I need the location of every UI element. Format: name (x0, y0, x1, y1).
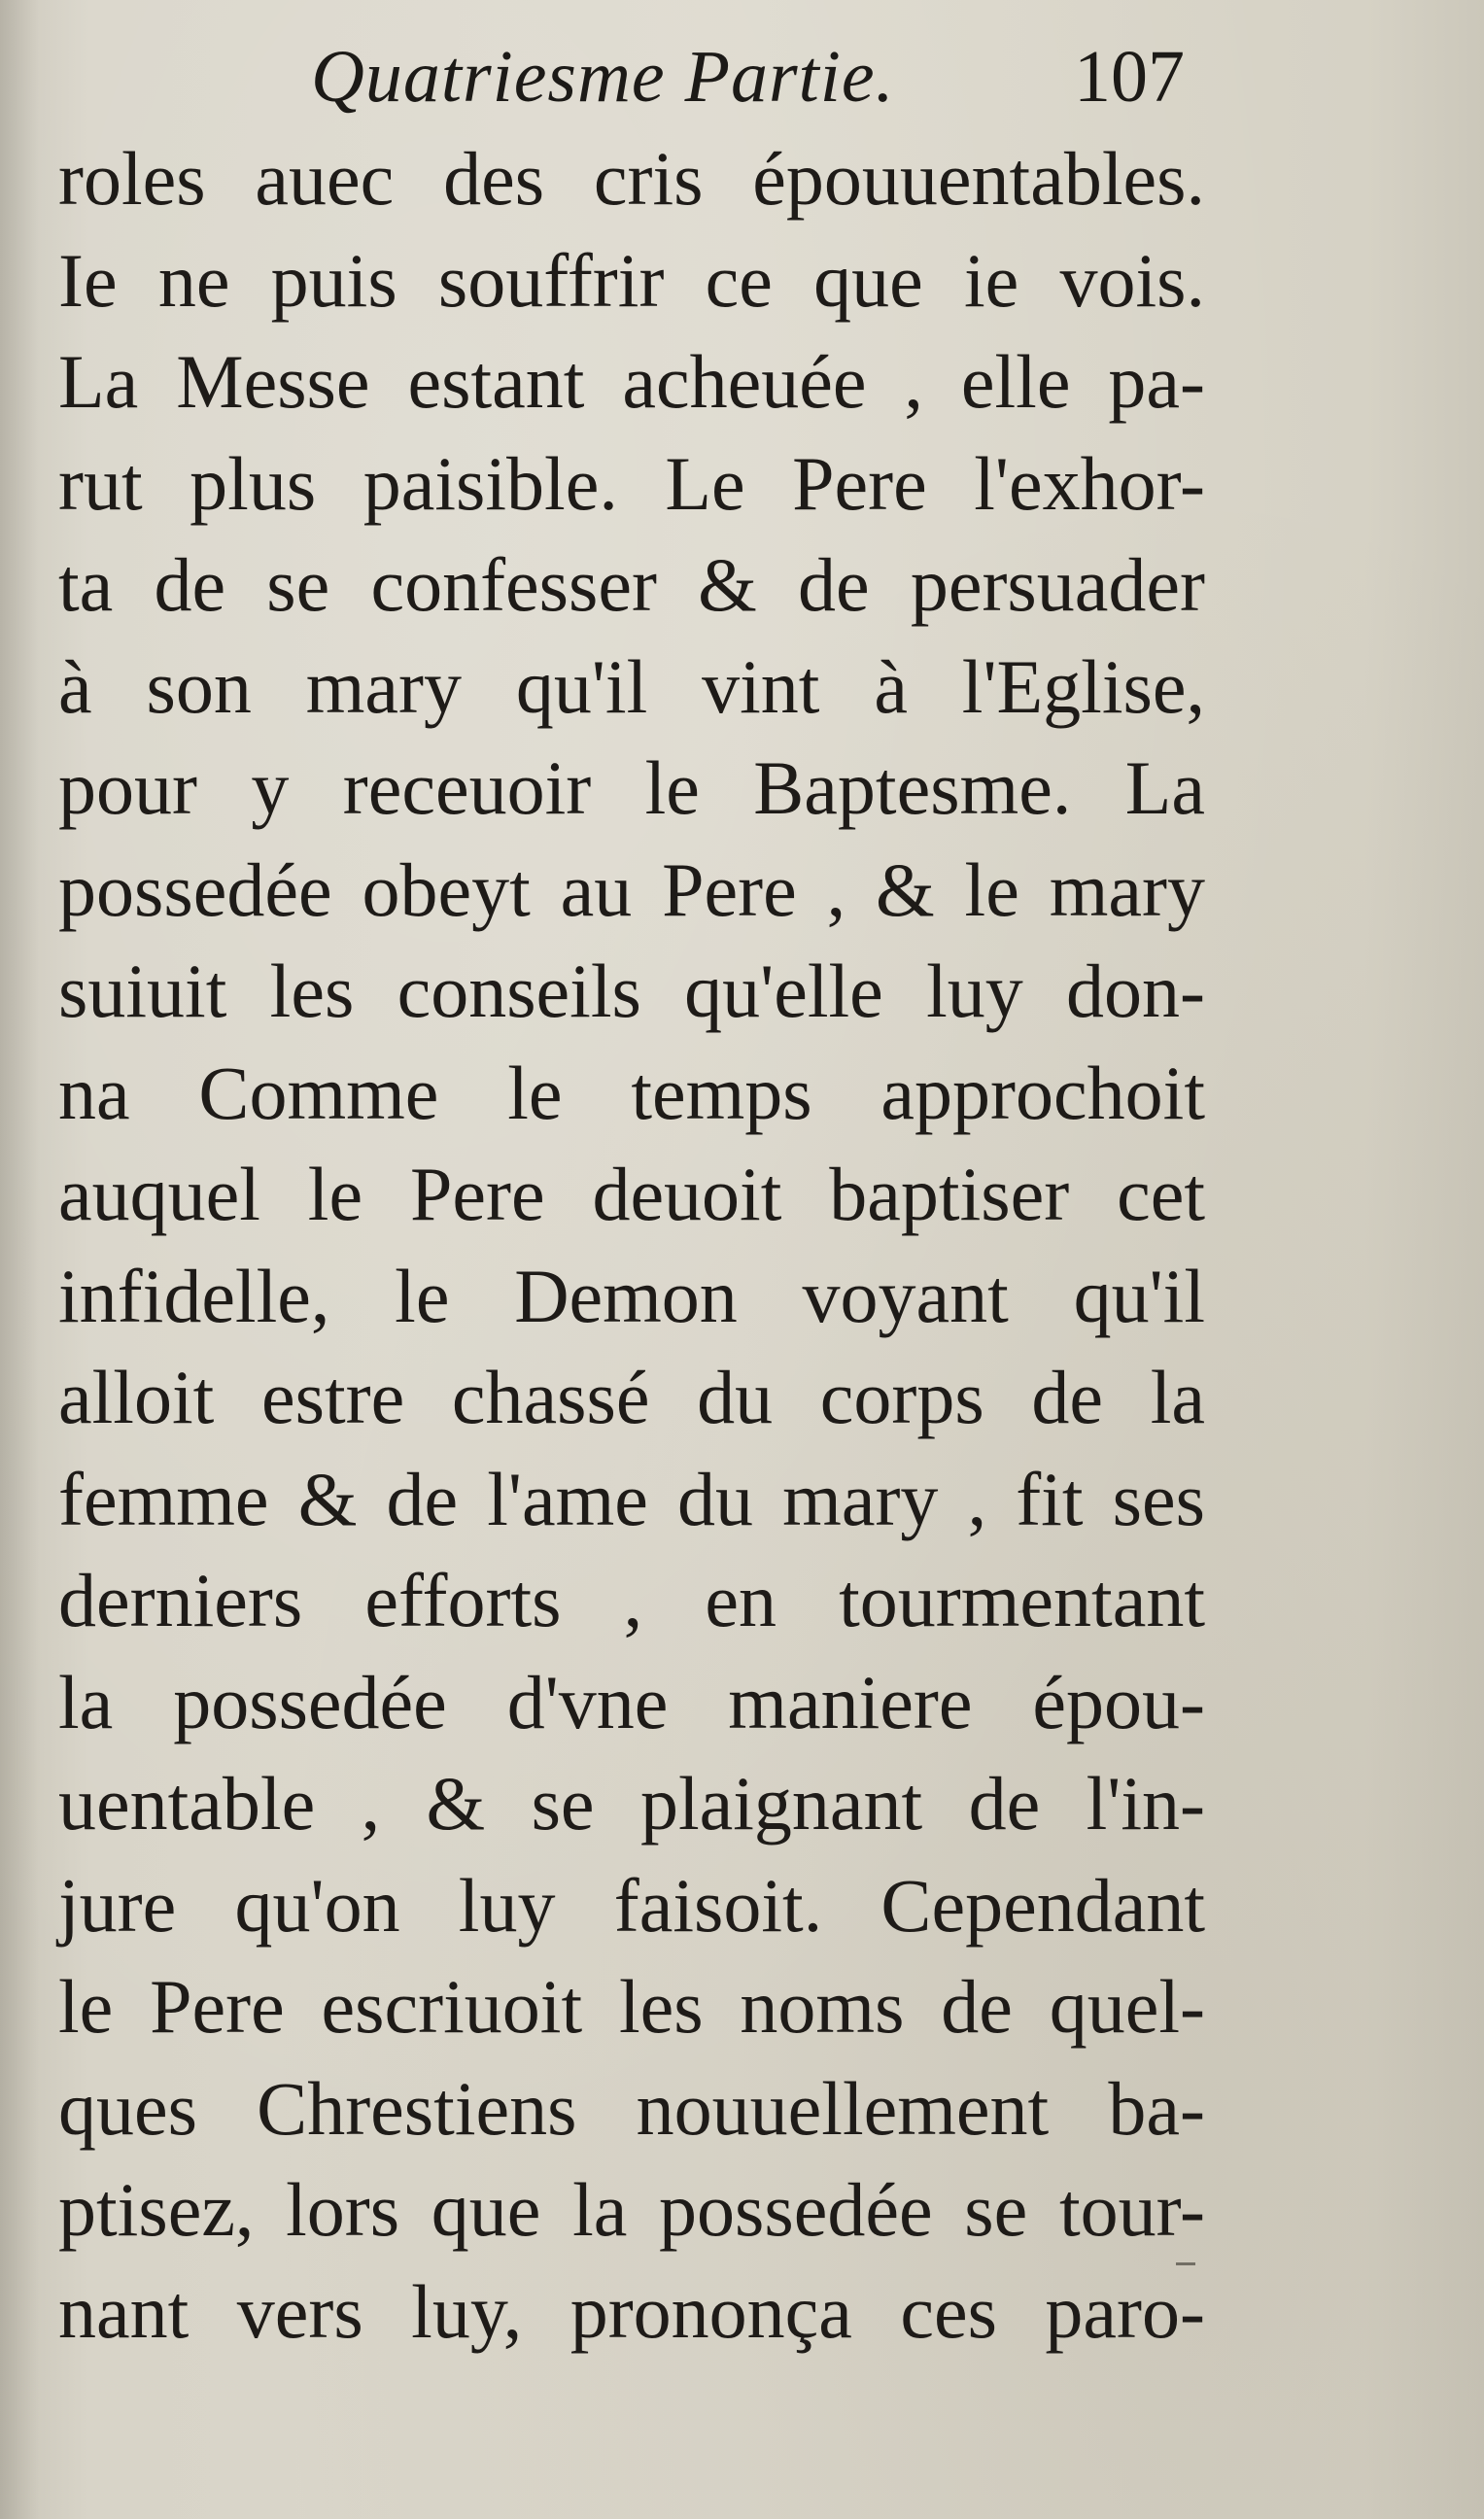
text-line: derniers efforts , en tourmentant (58, 1558, 1205, 1642)
text-line: à son mary qu'il vint à l'Eglise, (58, 643, 1205, 729)
text-line: ptisez, lors que la possedée se tour- (58, 2167, 1205, 2252)
page-number: 107 (1074, 36, 1185, 118)
text-line: rut plus paisible. Le Pere l'exhor- (58, 440, 1205, 526)
text-line: uentable , & se plaignant de l'in- (58, 1761, 1205, 1846)
text-line: jure qu'on luy faisoit. Cependant (58, 1862, 1205, 1948)
text-line: suiuit les conseils qu'elle luy don- (58, 949, 1205, 1033)
text-line: possedée obeyt au Pere , & le mary (58, 846, 1205, 932)
text-line: infidelle, le Demon voyant qu'il (58, 1253, 1205, 1338)
text-line: nant vers luy, prononça ces paro- (58, 2268, 1205, 2354)
text-line: auquel le Pere deuoit baptiser cet (58, 1152, 1205, 1236)
running-head (58, 27, 1205, 134)
text-line: roles auec des cris épouuentables. (58, 136, 1205, 221)
text-line: Ie ne puis souffrir ce que ie vois. (58, 237, 1205, 323)
text-line: pour y receuoir le Baptesme. La (58, 745, 1205, 830)
gutter-shadow (0, 0, 39, 2519)
text-line: alloit estre chassé du corps de la (58, 1355, 1205, 1439)
text-line: ques Chrestiens nouuellement ba- (58, 2065, 1205, 2151)
text-line: na Comme le temps approchoit (58, 1050, 1205, 1135)
text-line: la possedée d'vne maniere épou- (58, 1659, 1205, 1744)
text-line: La Messe estant acheuée , elle pa- (58, 339, 1205, 424)
body-text (58, 128, 1205, 2363)
ink-mark (1176, 2262, 1195, 2265)
running-head-title: Quatriesme Partie. (311, 36, 895, 118)
text-line: le Pere escriuoit les noms de quel- (58, 1964, 1205, 2049)
text-line: ta de se confesser & de persuader (58, 542, 1205, 627)
text-line: femme & de l'ame du mary , fit ses (58, 1456, 1205, 1541)
